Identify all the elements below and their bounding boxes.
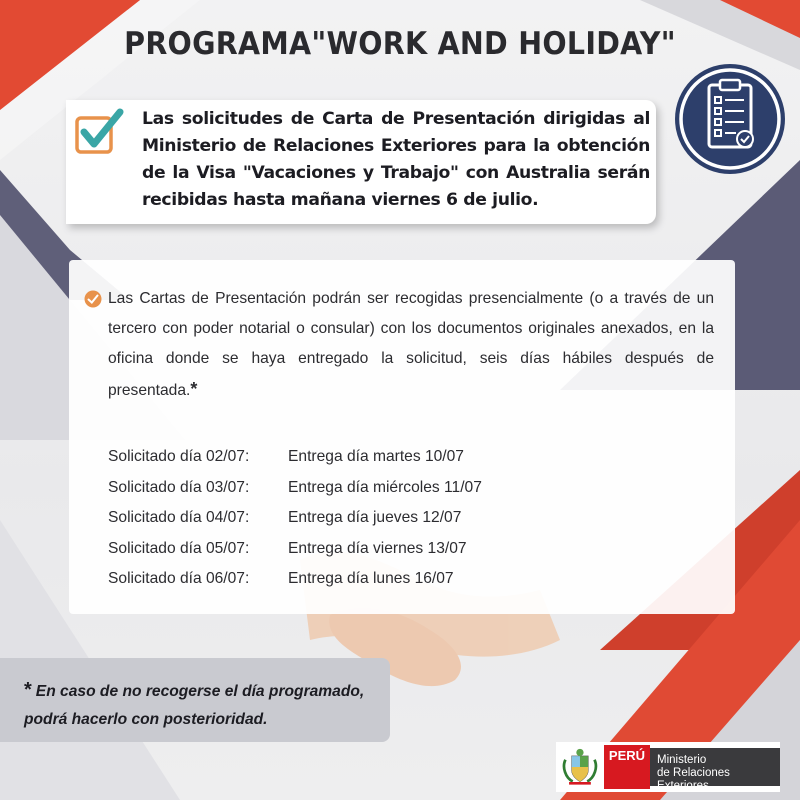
info-paragraph-text: Las Cartas de Presentación podrán ser recogidas presencialmente (o a través de un tercero con poder notarial o consular) con los documentos originales anexados, en la oficina donde se haya entregado la solicitud, seis días hábiles después de presentada. — [108, 290, 714, 399]
ministry-logo — [556, 742, 780, 792]
delivery-schedule — [108, 442, 528, 595]
requested-date: Solicitado día 05/07: — [108, 539, 250, 557]
page-title: PROGRAMA"WORK AND HOLIDAY" — [124, 26, 676, 62]
schedule-row — [108, 442, 528, 473]
info-asterisk: * — [190, 379, 198, 399]
delivery-date: Entrega día viernes 13/07 — [288, 539, 467, 557]
logo-country: PERÚ — [604, 745, 650, 789]
requested-date: Solicitado día 03/07: — [108, 478, 250, 496]
check-circle-icon — [84, 290, 102, 308]
delivery-date: Entrega día miércoles 11/07 — [288, 478, 482, 496]
delivery-date: Entrega día jueves 12/07 — [288, 509, 462, 527]
coat-of-arms-icon — [560, 745, 600, 789]
info-paragraph — [108, 284, 714, 406]
delivery-date: Entrega día lunes 16/07 — [288, 570, 454, 588]
notice-text: Las solicitudes de Carta de Presentación dirigidas al Ministerio de Relaciones Exteriores para la obtención de la Visa "Vacaciones y Trabajo" con Australia serán recibidas hasta mañana viernes 6 de julio. — [142, 109, 650, 210]
schedule-row — [108, 503, 528, 534]
footnote — [24, 676, 384, 734]
logo-ministry-line1: Ministerio — [657, 754, 707, 766]
logo-ministry-line2: de Relaciones Exteriores — [657, 767, 730, 792]
logo-ministry-name — [650, 748, 780, 792]
requested-date: Solicitado día 06/07: — [108, 570, 250, 588]
schedule-row — [108, 534, 528, 565]
footnote-star: * — [24, 679, 32, 701]
checkbox-checked-icon — [74, 106, 126, 158]
requested-date: Solicitado día 02/07: — [108, 448, 250, 466]
delivery-date: Entrega día martes 10/07 — [288, 448, 464, 466]
requested-date: Solicitado día 04/07: — [108, 509, 250, 527]
footnote-text: En caso de no recogerse el día programado, podrá hacerlo con posterioridad. — [24, 683, 365, 728]
clipboard-checklist-icon — [674, 63, 786, 175]
schedule-row — [108, 473, 528, 504]
schedule-row — [108, 564, 528, 595]
